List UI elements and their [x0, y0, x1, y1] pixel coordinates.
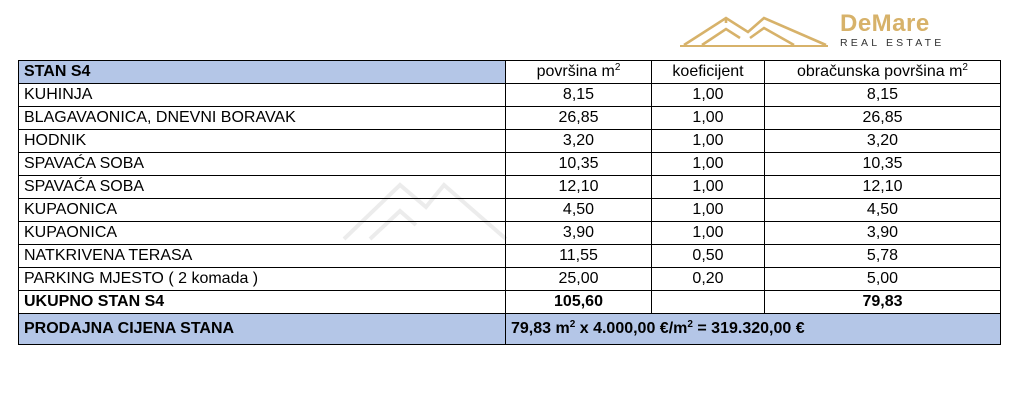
room-area: 8,15 [506, 84, 652, 107]
room-coefficient: 0,50 [652, 245, 765, 268]
room-calculated-area: 3,90 [765, 222, 1001, 245]
demare-logo [678, 10, 998, 50]
room-area: 4,50 [506, 199, 652, 222]
room-coefficient: 1,00 [652, 176, 765, 199]
total-area: 105,60 [506, 291, 652, 314]
table-header-row [19, 61, 1001, 84]
room-name: BLAGAVAONICA, DNEVNI BORAVAK [19, 107, 506, 130]
room-area: 11,55 [506, 245, 652, 268]
total-row [19, 291, 1001, 314]
table-row [19, 84, 1001, 107]
room-calculated-area: 26,85 [765, 107, 1001, 130]
logo-brand-text: DeMare [840, 10, 930, 37]
room-area: 26,85 [506, 107, 652, 130]
logo-subtitle: REAL ESTATE [840, 37, 945, 49]
room-coefficient: 1,00 [652, 222, 765, 245]
room-calculated-area: 5,78 [765, 245, 1001, 268]
apartment-area-table [18, 60, 1001, 345]
room-coefficient: 1,00 [652, 130, 765, 153]
room-area: 12,10 [506, 176, 652, 199]
room-calculated-area: 5,00 [765, 268, 1001, 291]
table-row [19, 176, 1001, 199]
total-calculated-area: 79,83 [765, 291, 1001, 314]
apartment-title: STAN S4 [19, 61, 506, 84]
room-name: PARKING MJESTO ( 2 komada ) [19, 268, 506, 291]
room-coefficient: 0,20 [652, 268, 765, 291]
price-calculation: 79,83 $m^2$ x 4.000,00 $€/m^2 = 319.320,00$ € [506, 314, 1001, 345]
roof-logo-icon [678, 12, 830, 48]
table-row [19, 130, 1001, 153]
room-calculated-area: 10,35 [765, 153, 1001, 176]
room-coefficient: 1,00 [652, 84, 765, 107]
table-row [19, 245, 1001, 268]
header-area: površina $m^2$ [506, 61, 652, 84]
room-calculated-area: 3,20 [765, 130, 1001, 153]
table-row [19, 107, 1001, 130]
room-name: SPAVAĆA SOBA [19, 153, 506, 176]
room-name: NATKRIVENA TERASA [19, 245, 506, 268]
room-name: SPAVAĆA SOBA [19, 176, 506, 199]
header-coefficient: koeficijent [652, 61, 765, 84]
room-coefficient: 1,00 [652, 199, 765, 222]
room-name: KUPAONICA [19, 222, 506, 245]
room-coefficient: 1,00 [652, 153, 765, 176]
header-calculated-area: obračunska površina $m^2$ [765, 61, 1001, 84]
room-coefficient: 1,00 [652, 107, 765, 130]
room-name: KUHINJA [19, 84, 506, 107]
table-row [19, 199, 1001, 222]
table-row [19, 268, 1001, 291]
table-row [19, 153, 1001, 176]
room-area: 3,90 [506, 222, 652, 245]
price-label: PRODAJNA CIJENA STANA [19, 314, 506, 345]
total-coefficient [652, 291, 765, 314]
room-area: 25,00 [506, 268, 652, 291]
room-area: 3,20 [506, 130, 652, 153]
total-label: UKUPNO STAN S4 [19, 291, 506, 314]
room-name: KUPAONICA [19, 199, 506, 222]
room-calculated-area: 4,50 [765, 199, 1001, 222]
room-area: 10,35 [506, 153, 652, 176]
table-row [19, 222, 1001, 245]
room-name: HODNIK [19, 130, 506, 153]
room-calculated-area: 12,10 [765, 176, 1001, 199]
room-calculated-area: 8,15 [765, 84, 1001, 107]
price-row [19, 314, 1001, 345]
